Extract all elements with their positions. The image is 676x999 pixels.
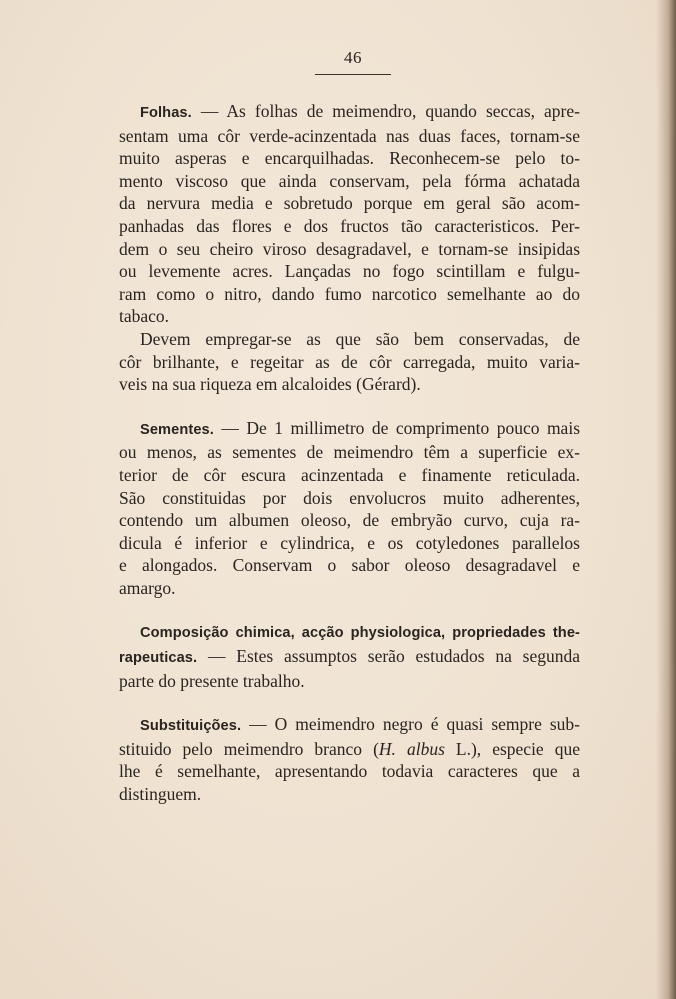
em-dash: —	[197, 646, 237, 667]
text-line	[119, 645, 580, 670]
body-text	[119, 100, 580, 806]
text-line-part: L.), especie que	[444, 738, 580, 759]
text-line: e alongados. Conservam o sabor oleoso desagradavel e	[119, 555, 580, 576]
text-line: mento viscoso que ainda conservam, pela fórma achatada	[119, 170, 580, 191]
em-dash: —	[213, 417, 247, 438]
text-line-part: stituido pelo meimendro branco (	[119, 738, 379, 759]
paragraph-gap	[119, 396, 580, 417]
text-line: tabaco.	[119, 306, 170, 327]
text-line: sentam uma côr verde-acinzentada nas duas faces, tornam-se	[119, 125, 580, 146]
text-line: São constituidas por dois envolucros muito adherentes,	[119, 487, 580, 508]
text-line	[119, 417, 580, 442]
section-heading-sementes: Sementes.	[140, 421, 214, 438]
section-heading-folhas: Folhas.	[140, 105, 192, 121]
text-line-part: Estes assumptos serão estudados na segunda	[236, 646, 581, 667]
text-line: côr brilhante, e regeitar as de côr carregada, muito varia-	[119, 351, 580, 372]
paragraph-folhas	[119, 100, 580, 328]
paragraph-sementes	[119, 417, 580, 600]
text-line: muito asperas e encarquilhadas. Reconhecem-se pelo to-	[119, 148, 580, 169]
section-heading-substituicoes: Substituições.	[140, 718, 242, 735]
text-line-part: As folhas de meimendro, quando seccas, apre-	[226, 101, 580, 121]
paragraph-gap	[119, 599, 580, 620]
paragraph-composicao	[119, 620, 580, 692]
text-line: contendo um albumen oleoso, de embryão curvo, cuja ra-	[119, 510, 580, 531]
text-line: panhadas das flores e dos fructos tão caracteristicos. Per-	[119, 215, 580, 236]
text-line-part: De 1 millimetro de comprimento pouco mais	[246, 417, 581, 438]
binding-shadow	[656, 0, 676, 999]
text-line: ou menos, as sementes de meimendro têm a superficie ex-	[119, 442, 580, 463]
species-name-italic: H. albus	[378, 738, 445, 759]
text-line: distinguem.	[119, 784, 202, 805]
section-heading-composicao: Composição chimica, acção physiologica, propriedades the-	[140, 625, 580, 642]
text-line	[119, 713, 580, 738]
text-line: amargo.	[119, 577, 176, 598]
text-line: dicula é inferior e cylindrica, e os cotyledones parallelos	[119, 532, 580, 553]
text-line: lhe é semelhante, apresentando todavia caracteres que a	[119, 761, 580, 782]
text-line: parte do presente trabalho.	[119, 670, 305, 691]
paragraph-gap	[119, 692, 580, 713]
page-number: 46	[344, 48, 362, 67]
text-line: da nervura media e sobretudo porque em geral são acom-	[119, 193, 580, 214]
page-number-rule	[315, 74, 391, 75]
text-line: veis na sua riqueza em alcaloides (Gérard).	[119, 374, 421, 395]
text-line	[119, 100, 580, 125]
text-line	[119, 620, 580, 645]
em-dash: —	[241, 714, 275, 735]
text-line: ram como o nitro, dando fumo narcotico semelhante ao do	[119, 283, 580, 304]
paragraph-substituicoes	[119, 713, 580, 805]
text-line: Devem empregar-se as que são bem conservadas, de	[140, 328, 580, 349]
section-heading-composicao-cont: rapeuticas.	[119, 650, 198, 667]
text-line: ou levemente acres. Lançadas no fogo scintillam e fulgu-	[119, 261, 580, 282]
text-line: terior de côr escura acinzentada e finamente reticulada.	[119, 464, 580, 485]
text-line-part: O meimendro negro é quasi sempre sub-	[274, 714, 581, 735]
em-dash: —	[191, 101, 227, 121]
text-line: dem o seu cheiro viroso desagradavel, e tornam-se insipidas	[119, 238, 580, 259]
paragraph-devem	[119, 328, 580, 396]
text-line	[119, 738, 580, 761]
